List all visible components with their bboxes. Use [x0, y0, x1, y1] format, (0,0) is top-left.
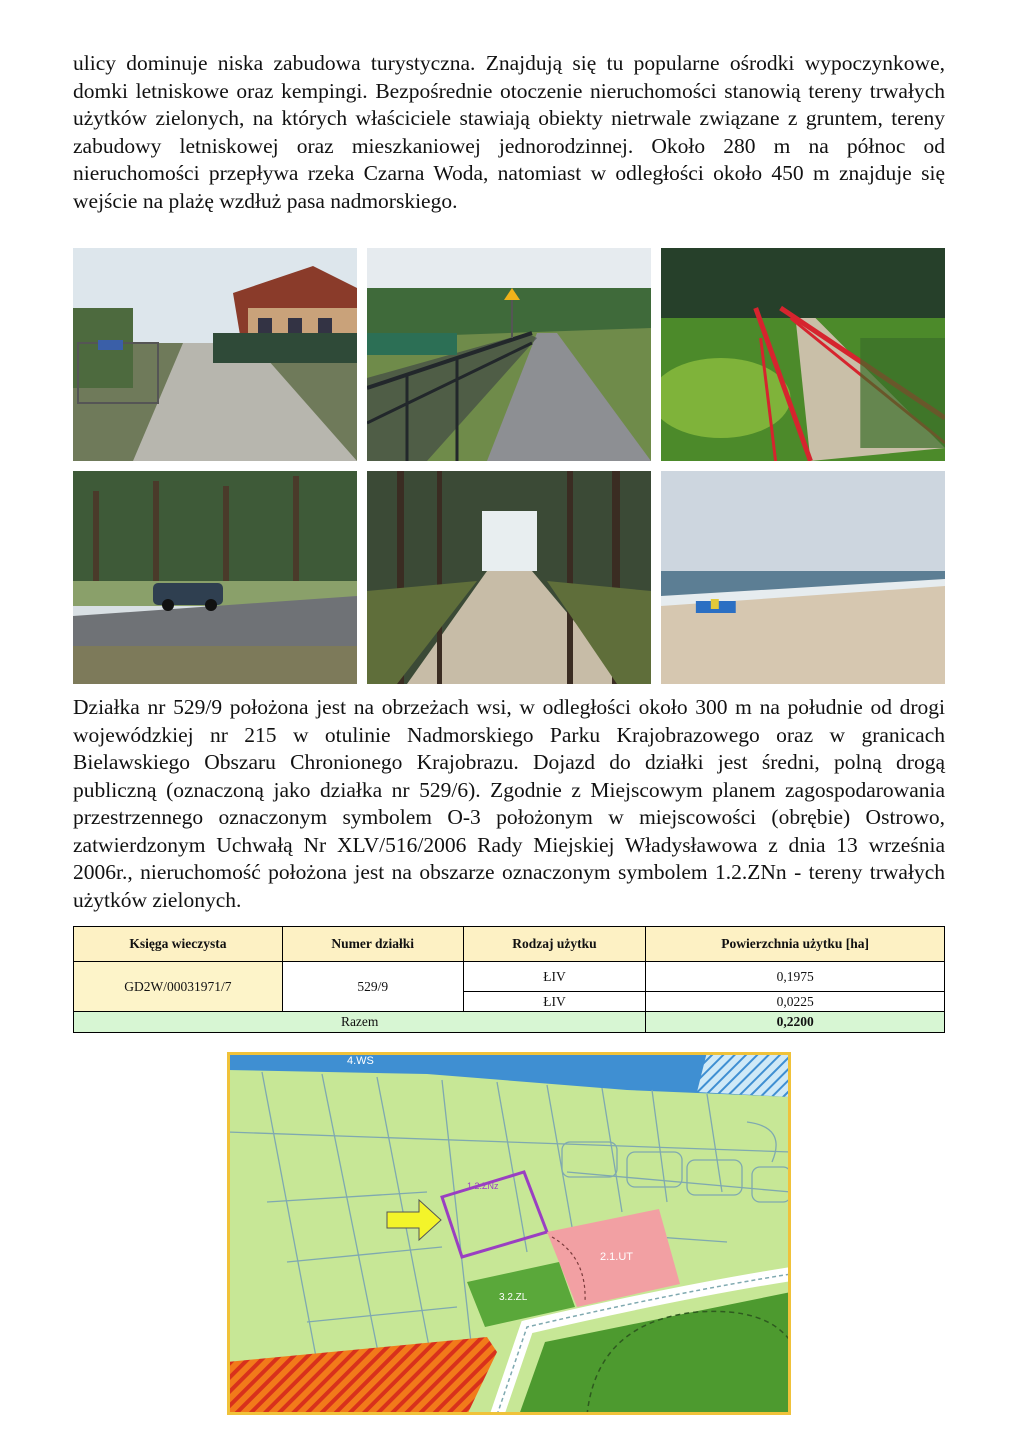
land-use-area: 0,1975	[646, 962, 945, 992]
total-value: 0,2200	[646, 1012, 945, 1033]
land-register-number: GD2W/00031971/7	[74, 962, 283, 1012]
intro-paragraph: ulicy dominuje niska zabudowa turystyczna. Znajdują się tu popularne ośrodki wypoczynkowe, domki letniskowe oraz kempingi. Bezpośrednie otoczenie nieruchomości stanowią tereny trwałych użytków zielonych, na których właściciele stawiają obiekty nietrwale związane z gruntem, tereny zabudowy letniskowej oraz mieszkaniowej jednorodzinnej. Około 280 m na północ od nieruchomości przepływa rzeka Czarna Woda, natomiast w odległości około 450 m znajduje się wejście na plażę wzdłuż pasa nadmorskiego.	[73, 51, 945, 213]
photo-beach	[661, 471, 945, 684]
land-use-type: ŁIV	[463, 992, 646, 1012]
total-label: Razem	[74, 1012, 646, 1033]
land-use-area: 0,0225	[646, 992, 945, 1012]
parcel-number: 529/9	[282, 962, 463, 1012]
zoning-map	[227, 1052, 791, 1415]
photo-grid	[73, 248, 946, 684]
header-land-register: Księga wieczysta	[74, 927, 283, 962]
header-parcel-number: Numer działki	[282, 927, 463, 962]
header-area: Powierzchnia użytku [ha]	[646, 927, 945, 962]
photo-car-pines	[73, 471, 357, 684]
map-label-water: 4.WS	[347, 1055, 374, 1067]
parcel-description-paragraph: Działka nr 529/9 położona jest na obrzeżach wsi, w odległości około 300 m na południe od drogi wojewódzkiej nr 215 w otulinie Nadmorskiego Parku Krajobrazowego oraz w granicach Bielawskiego Obszaru Chronionego Krajobrazu. Dojazd do działki jest średni, polną drogą publiczną (oznaczoną jako działka nr 529/6). Zgodnie z Miejscowym planem zagospodarowania przestrzennego oznaczonym symbolem O-3 położonym w miejscowości (obrębie) Ostrowo, zatwierdzonym Uchwałą Nr XLV/516/2006 Rady Miejskiej Władysławowa z dnia 13 września 2006r., nieruchomość położona jest na obszarze oznaczonym symbolem 1.2.ZNn - tereny trwałych użytków zielonych.	[73, 695, 945, 912]
photo-street-house	[73, 248, 357, 461]
header-land-use-type: Rodzaj użytku	[463, 927, 646, 962]
table-row	[74, 962, 945, 992]
photo-forest-path	[367, 471, 651, 684]
land-register-table	[73, 926, 945, 1033]
land-use-type: ŁIV	[463, 962, 646, 992]
map-label-subject: 1.2.ZNz	[467, 1181, 499, 1191]
table-header-row	[74, 927, 945, 962]
map-label-tourism: 2.1.UT	[600, 1251, 634, 1263]
photo-bike-path	[367, 248, 651, 461]
table-total-row	[74, 1012, 945, 1033]
photo-red-bridge	[661, 248, 945, 461]
map-label-green: 3.2.ZL	[499, 1292, 528, 1303]
